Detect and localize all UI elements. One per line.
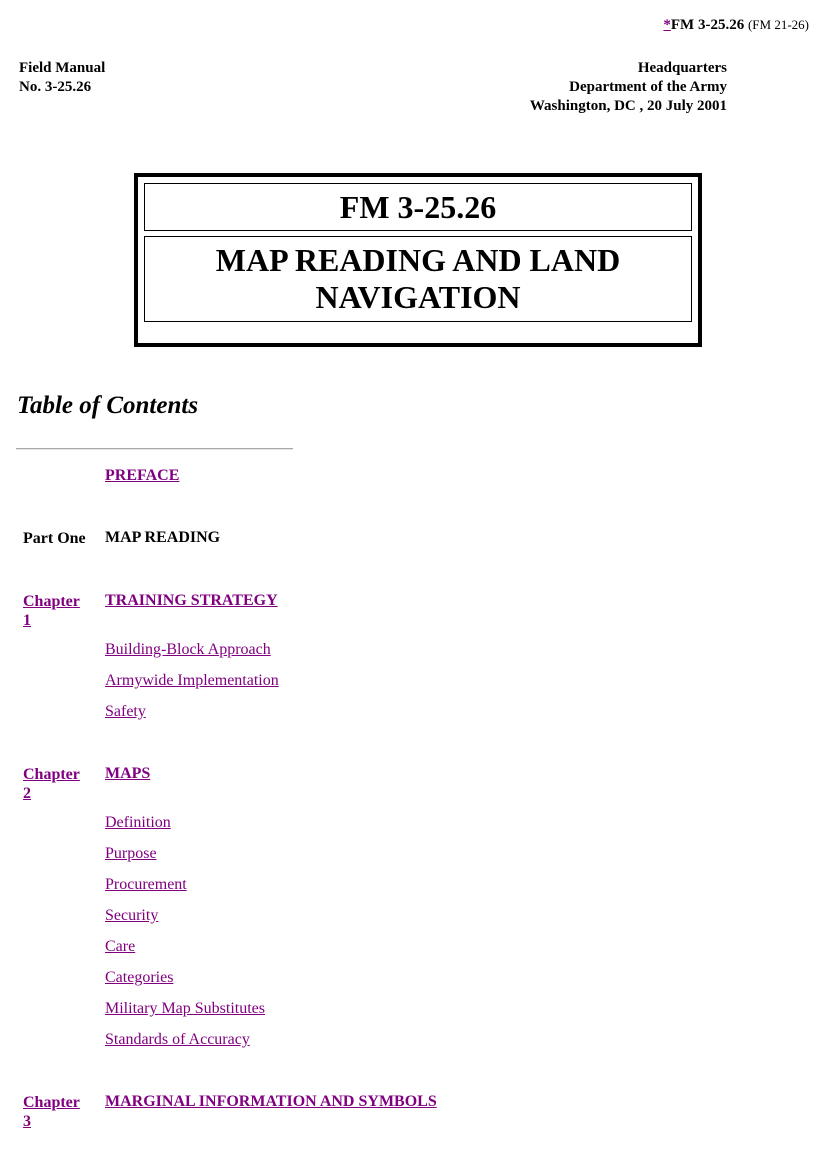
document-number: FM 3-25.26 (670, 17, 745, 33)
toc-link-care[interactable]: Care (105, 938, 136, 955)
chapter-number: 1 (23, 612, 31, 629)
supersedes-note: (FM 21-26) (747, 17, 809, 32)
chapter-number: 3 (23, 1113, 31, 1130)
toc-link-chapter-3[interactable] (23, 1093, 93, 1131)
chapter-number: 2 (23, 785, 31, 802)
toc-divider (16, 448, 293, 450)
toc-link-safety[interactable]: Safety (105, 703, 146, 720)
toc-heading: Table of Contents (17, 392, 199, 419)
manual-number: No. 3-25.26 (19, 79, 92, 95)
department-label: Department of the Army (569, 79, 727, 95)
toc-link-maps[interactable]: MAPS (105, 765, 151, 782)
document-id-header (663, 17, 809, 34)
toc-link-military-map-substitutes[interactable]: Military Map Substitutes (105, 1000, 265, 1017)
toc-link-marginal-information-and-symbols[interactable]: MARGINAL INFORMATION AND SYMBOLS (105, 1093, 437, 1110)
toc-link-training-strategy[interactable]: TRAINING STRATEGY (105, 592, 278, 609)
toc-link-procurement[interactable]: Procurement (105, 876, 187, 893)
title-box (134, 173, 702, 347)
toc-link-armywide-implementation[interactable]: Armywide Implementation (105, 672, 279, 689)
toc-link-standards-of-accuracy[interactable]: Standards of Accuracy (105, 1031, 250, 1048)
manual-title-line2: NAVIGATION (315, 279, 521, 315)
toc-link-security[interactable]: Security (105, 907, 159, 924)
chapter-word: Chapter (23, 766, 80, 783)
toc-link-building-block-approach[interactable]: Building-Block Approach (105, 641, 271, 658)
location-date: Washington, DC , 20 July 2001 (529, 98, 727, 114)
toc-link-definition[interactable]: Definition (105, 814, 171, 831)
manual-number-title: FM 3-25.26 (144, 183, 692, 231)
toc-link-chapter-2[interactable] (23, 765, 93, 803)
toc-link-categories[interactable]: Categories (105, 969, 174, 986)
issuing-authority (530, 59, 727, 116)
field-manual-label: Field Manual (19, 60, 106, 76)
chapter-word: Chapter (23, 1094, 80, 1111)
manual-identifier (19, 59, 105, 97)
toc-link-purpose[interactable]: Purpose (105, 845, 157, 862)
part-one-title: MAP READING (105, 529, 221, 546)
headquarters-label: Headquarters (637, 60, 727, 76)
toc-link-preface[interactable]: PREFACE (105, 467, 180, 484)
supersession-note-link[interactable]: * (663, 17, 671, 33)
manual-title (144, 236, 692, 322)
toc-link-chapter-1[interactable] (23, 592, 93, 630)
chapter-word: Chapter (23, 593, 80, 610)
manual-title-line1: MAP READING AND LAND (215, 242, 621, 278)
part-one-label: Part One (23, 530, 86, 547)
